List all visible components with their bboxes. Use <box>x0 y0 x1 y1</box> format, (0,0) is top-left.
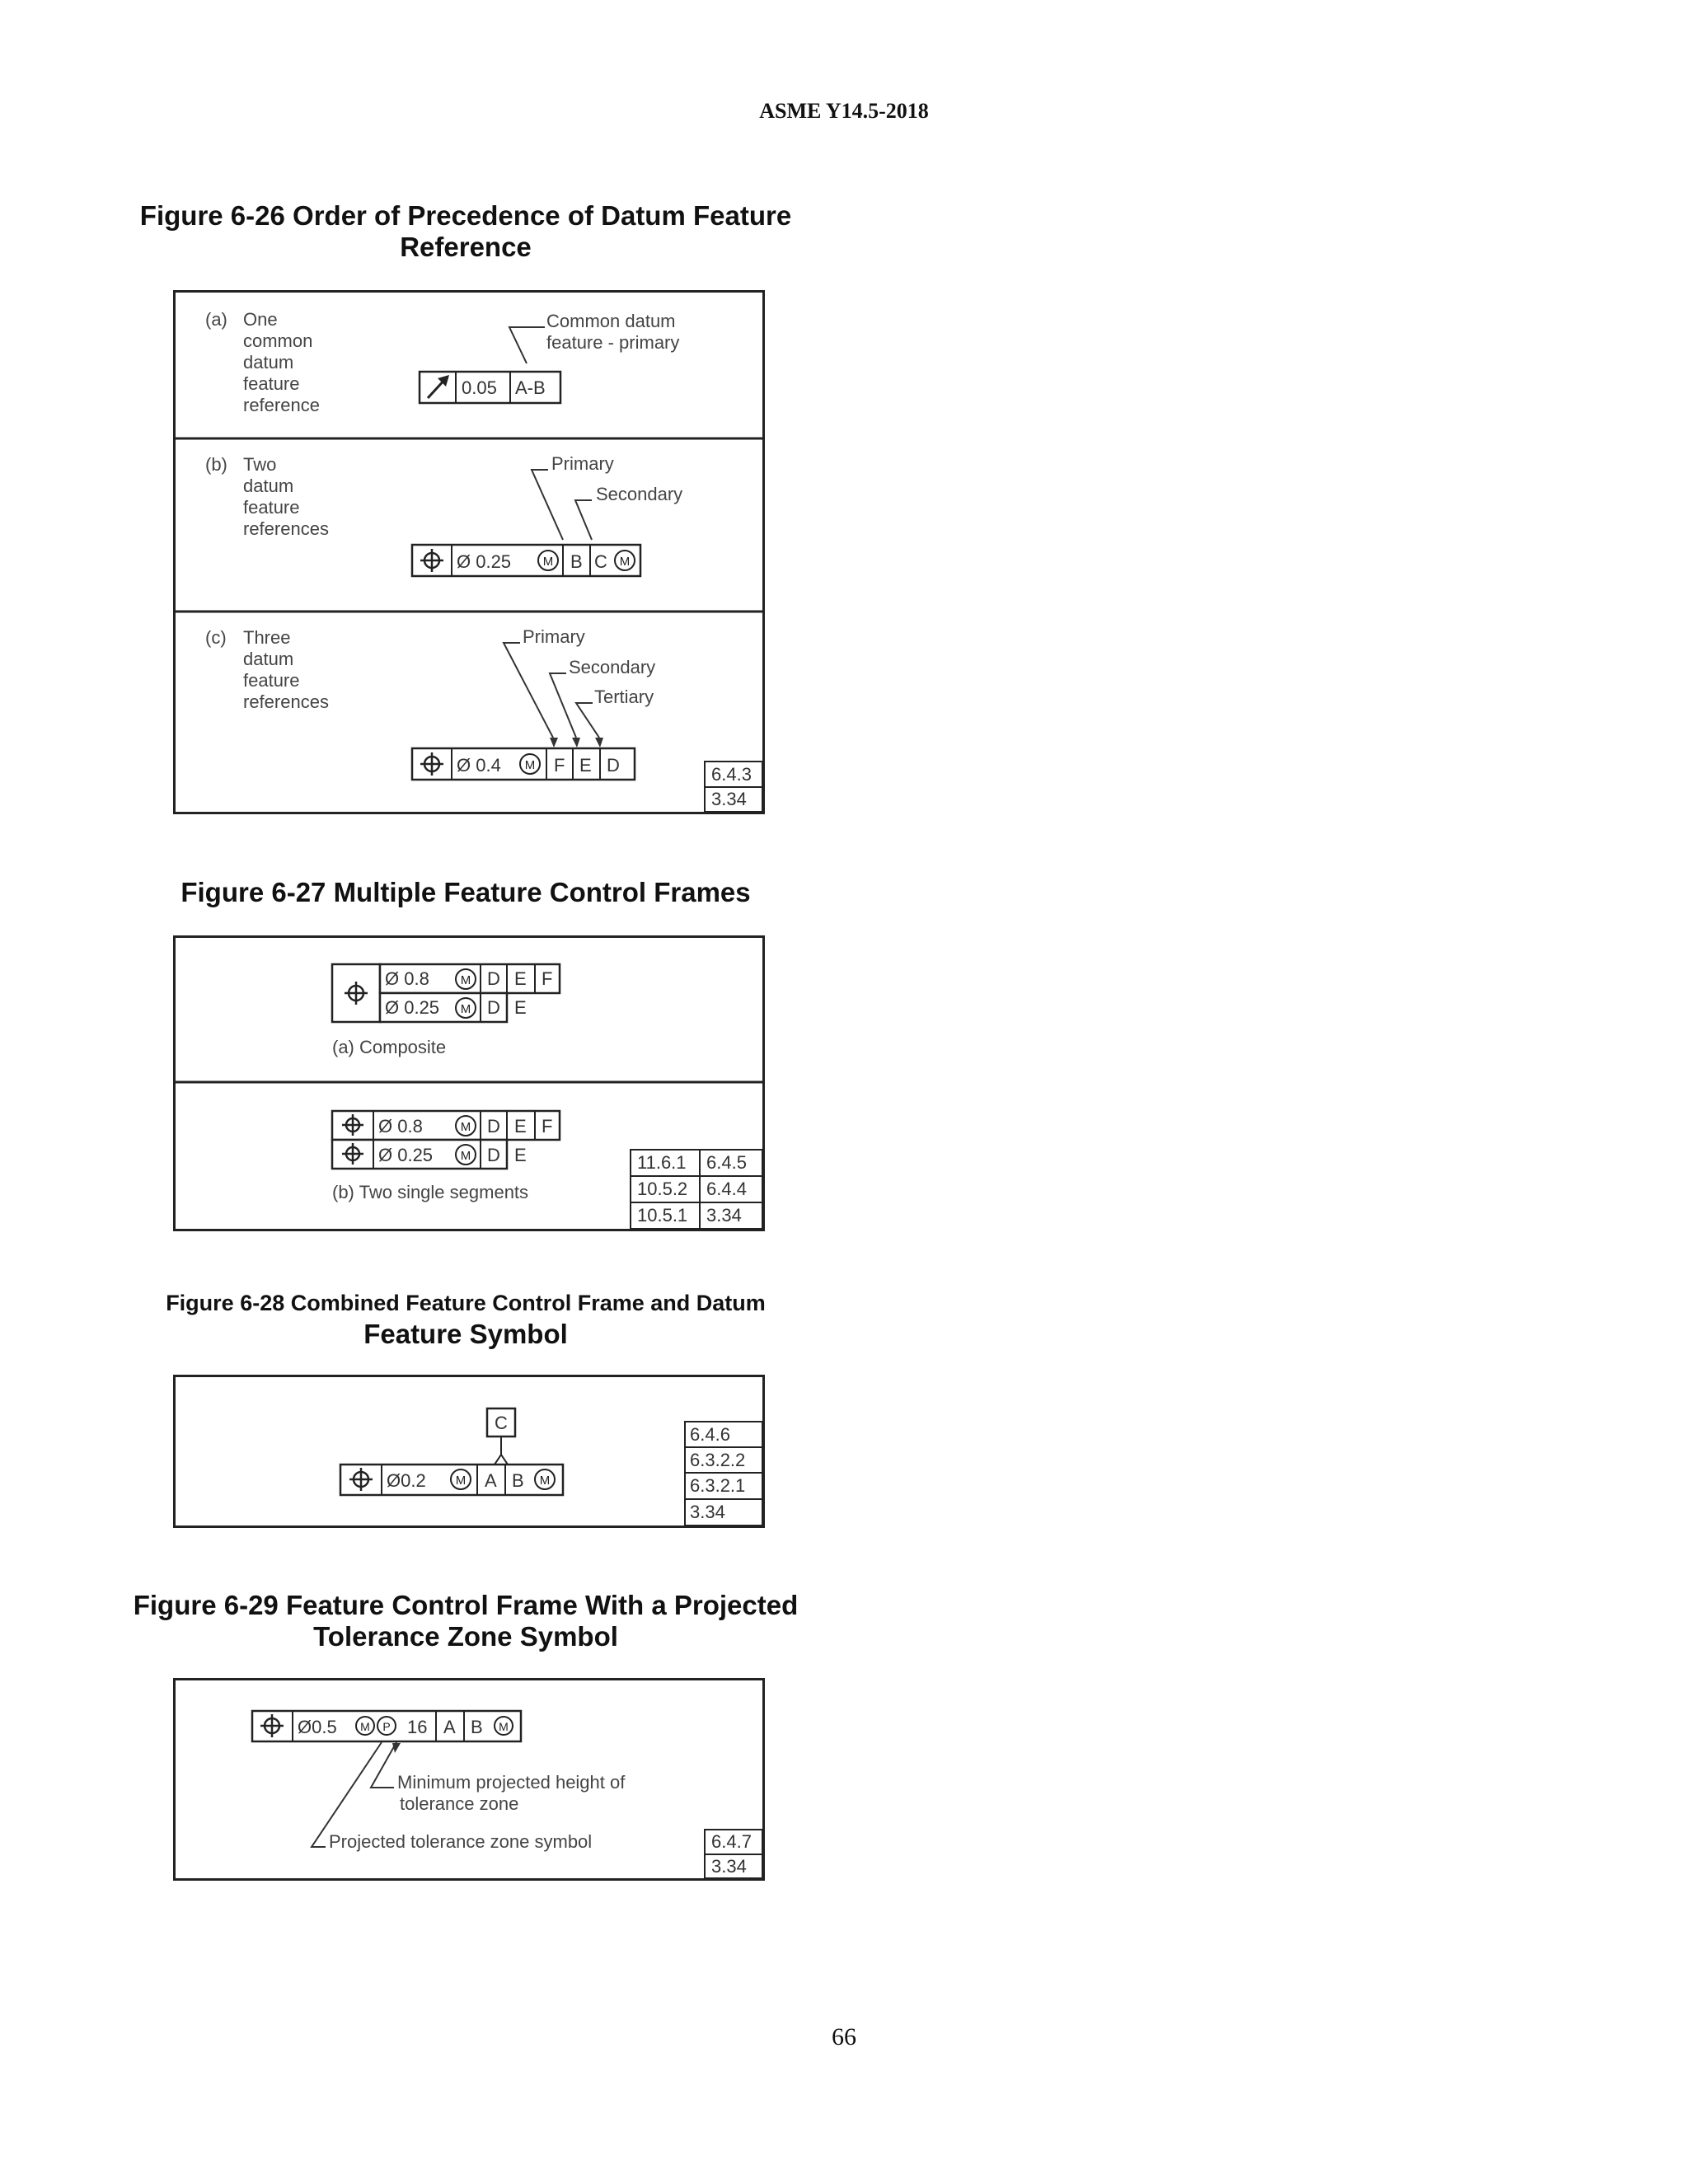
panel-b-label-line: datum <box>243 476 294 496</box>
leader-text: Projected tolerance zone symbol <box>329 1831 593 1852</box>
datum-reference: B <box>512 1470 524 1491</box>
datum-reference: A <box>485 1470 497 1491</box>
panel-c <box>205 626 655 780</box>
caption-two-single-segments: (b) Two single segments <box>332 1182 529 1202</box>
reference-number: 6.4.4 <box>706 1179 747 1199</box>
reference-number: 6.3.2.1 <box>690 1475 746 1496</box>
mmc-modifier-letter: M <box>460 1002 471 1016</box>
datum-feature-symbol <box>487 1408 515 1465</box>
leader-text: feature - primary <box>546 332 680 353</box>
panel-a <box>205 309 679 415</box>
reference-number: 10.5.1 <box>637 1205 688 1226</box>
reference-number: 6.4.6 <box>690 1424 730 1445</box>
figure-6-28-title <box>124 1287 808 1350</box>
datum-reference: E <box>579 755 592 776</box>
figure-6-26-title <box>124 200 808 263</box>
panel-a-label-line: common <box>243 330 313 351</box>
figure-6-27-title: Figure 6-27 Multiple Feature Control Frames <box>181 877 751 907</box>
figure-6-26-title-line1: Figure 6-26 Order of Precedence of Datum Feature <box>139 200 792 231</box>
figure-6-28-title-line2: Feature Symbol <box>363 1319 568 1349</box>
mmc-modifier-letter: M <box>455 1474 467 1488</box>
feature-control-frame <box>340 1465 563 1495</box>
mmc-modifier-letter: M <box>460 973 471 987</box>
projected-zone-letter: P <box>382 1720 391 1733</box>
panel-a-label-line: One <box>243 309 278 330</box>
feature-control-frame <box>420 372 560 403</box>
datum-reference: D <box>607 755 620 776</box>
panel-b-letter: (b) <box>205 454 227 475</box>
figure-6-27-drawing <box>176 938 762 1229</box>
leader-arrowhead <box>550 738 558 748</box>
figure-6-29-title-line1: Figure 6-29 Feature Control Frame With a Projected <box>133 1590 799 1620</box>
datum-reference: F <box>542 968 553 989</box>
datum-reference: E <box>514 968 527 989</box>
figure-6-28 <box>173 1375 765 1528</box>
figure-6-29-title <box>124 1590 808 1652</box>
reference-number: 3.34 <box>690 1502 725 1522</box>
reference-number: 6.4.3 <box>711 764 752 785</box>
panel-c-label-line: datum <box>243 649 294 669</box>
leader-text: Minimum projected height of <box>397 1772 626 1793</box>
leader-arrowhead <box>572 738 580 748</box>
mmc-modifier-letter: M <box>460 1120 471 1134</box>
panel-a-letter: (a) <box>205 309 227 330</box>
tolerance-value: 0.05 <box>462 377 497 398</box>
leader-arrowhead <box>595 738 603 748</box>
panel-c-label-line: Three <box>243 627 291 648</box>
figure-6-27 <box>173 935 765 1231</box>
reference-box <box>705 762 762 812</box>
leader-text: Common datum <box>546 311 676 331</box>
figure-6-26 <box>173 290 765 814</box>
composite-frame <box>332 964 560 1022</box>
page-number: 66 <box>832 2023 856 2050</box>
reference-number: 6.4.7 <box>711 1831 752 1852</box>
datum-reference: F <box>542 1116 553 1137</box>
mmc-modifier-letter: M <box>499 1720 509 1733</box>
mmc-modifier-letter: M <box>539 1474 551 1488</box>
leader-line <box>575 500 592 540</box>
reference-box <box>631 1150 762 1229</box>
leader-line <box>509 327 545 363</box>
reference-box <box>705 1830 762 1878</box>
leader-line <box>550 673 576 738</box>
panel-c-label-line: feature <box>243 670 300 691</box>
leader-line <box>371 1742 396 1788</box>
tolerance-value: Ø 0.4 <box>457 755 501 776</box>
datum-reference: C <box>594 551 607 572</box>
reference-number: 3.34 <box>711 1856 747 1877</box>
feature-control-frame <box>412 545 640 576</box>
single-segment-frames <box>332 1111 560 1169</box>
panel-c-label-line: references <box>243 691 329 712</box>
panel-b-label-line: feature <box>243 497 300 518</box>
projected-height-value: 16 <box>407 1717 428 1737</box>
figure-6-29-drawing <box>176 1680 762 1878</box>
panel-a-label-line: datum <box>243 352 294 373</box>
tolerance-value: Ø0.5 <box>298 1717 337 1737</box>
tolerance-value: Ø 0.8 <box>385 968 429 989</box>
caption-composite: (a) Composite <box>332 1037 447 1057</box>
reference-number: 6.3.2.2 <box>690 1450 746 1470</box>
figure-6-26-drawing <box>176 293 762 812</box>
panel-a-label-line: reference <box>243 395 320 415</box>
panel-b-label-line: references <box>243 518 329 539</box>
reference-number: 3.34 <box>711 789 747 809</box>
leader-line <box>532 470 563 540</box>
figure-6-26-title-line2: Reference <box>400 232 532 262</box>
datum-triangle-icon <box>495 1455 508 1465</box>
figure-6-28-drawing <box>176 1377 762 1526</box>
reference-number: 11.6.1 <box>637 1152 687 1173</box>
feature-control-frame <box>412 748 635 780</box>
reference-box <box>685 1422 762 1526</box>
tolerance-value: Ø 0.8 <box>378 1116 423 1137</box>
datum-reference: E <box>514 1145 527 1165</box>
mmc-modifier-letter: M <box>460 1149 471 1163</box>
mmc-modifier-letter: M <box>542 555 554 569</box>
figure-6-29-title-line2: Tolerance Zone Symbol <box>313 1621 618 1652</box>
datum-reference: B <box>471 1717 483 1737</box>
figure-6-28-title-line1: Figure 6-28 Combined Feature Control Frame and Datum <box>166 1291 766 1315</box>
mmc-modifier-letter: M <box>360 1720 370 1733</box>
panel-a-label-line: feature <box>243 373 300 394</box>
figure-6-29 <box>173 1678 765 1881</box>
tolerance-value: Ø 0.25 <box>378 1145 434 1165</box>
mmc-modifier-letter: M <box>619 555 631 569</box>
leader-line <box>576 703 599 738</box>
datum-reference: A <box>443 1717 456 1737</box>
leader-line <box>504 643 553 738</box>
primary-label: Primary <box>523 626 585 647</box>
datum-reference: D <box>487 1145 500 1165</box>
datum-reference: E <box>514 1116 527 1137</box>
feature-control-frame <box>252 1711 521 1741</box>
datum-reference: D <box>487 968 500 989</box>
leader-arrowhead <box>392 1743 401 1753</box>
reference-number: 6.4.5 <box>706 1152 747 1173</box>
leader-text: tolerance zone <box>400 1793 519 1814</box>
tolerance-value: Ø 0.25 <box>385 997 440 1018</box>
tolerance-value: Ø0.2 <box>387 1470 426 1491</box>
mmc-modifier-letter: M <box>524 758 536 772</box>
datum-letter: C <box>495 1413 508 1433</box>
datum-reference: F <box>554 755 565 776</box>
primary-label: Primary <box>551 453 614 474</box>
reference-number: 10.5.2 <box>637 1179 688 1199</box>
secondary-label: Secondary <box>569 657 656 677</box>
datum-reference: B <box>570 551 583 572</box>
datum-reference: D <box>487 1116 500 1137</box>
panel-c-letter: (c) <box>205 627 227 648</box>
tertiary-label: Tertiary <box>594 687 654 707</box>
secondary-label: Secondary <box>596 484 683 504</box>
panel-b <box>205 453 682 576</box>
tolerance-value: Ø 0.25 <box>457 551 512 572</box>
panel-b-label-line: Two <box>243 454 277 475</box>
datum-reference: D <box>487 997 500 1018</box>
reference-number: 3.34 <box>706 1205 742 1226</box>
datum-reference: E <box>514 997 527 1018</box>
datum-reference: A-B <box>515 377 546 398</box>
document-header: ASME Y14.5-2018 <box>759 99 929 123</box>
